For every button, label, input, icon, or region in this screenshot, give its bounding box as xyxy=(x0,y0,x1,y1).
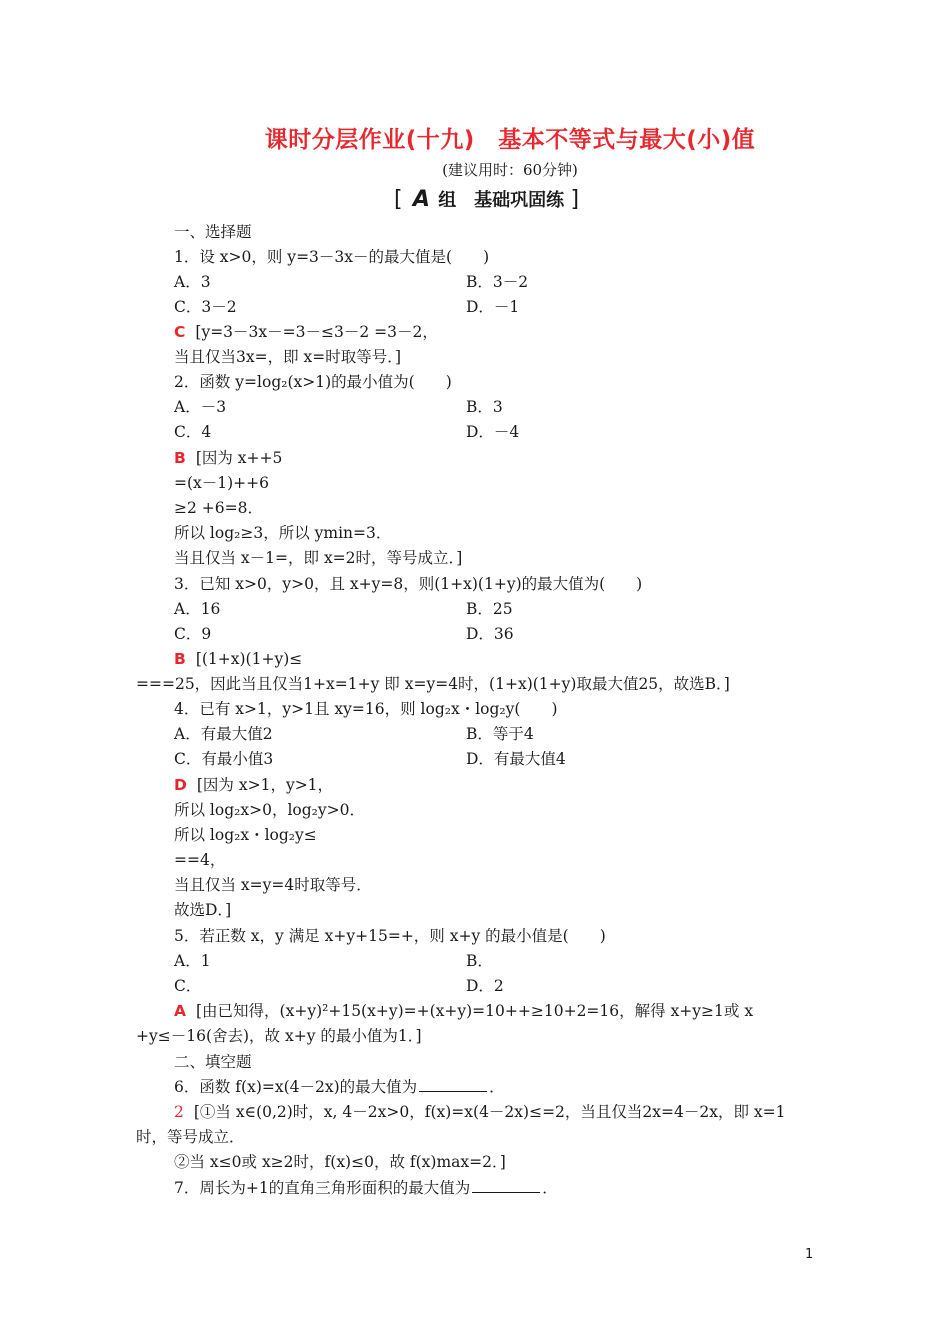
line-text: ===25，因此当且仅当1+x=1+y 即 x=y=4时，(1+x)(1+y)取最大值25，故选B．] xyxy=(136,675,730,693)
text-line xyxy=(174,926,606,946)
option-right: B． xyxy=(466,952,493,970)
group-text: 组 基础巩固练 xyxy=(438,190,565,211)
line-text: [y=3－3x－=3－≤3－2 =3－2， xyxy=(195,323,438,341)
text-line xyxy=(174,523,391,543)
text-line xyxy=(174,347,401,367)
text-line xyxy=(174,222,252,242)
line-text: ≥2 +6=8． xyxy=(174,499,263,517)
line-text: 4．已有 x>1，y>1且 xy=16，则 log₂x・log₂y( ) xyxy=(174,700,558,718)
line-tail: ． xyxy=(489,1078,505,1096)
line-text: [①当 x∈(0,2)时，x, 4－2x>0，f(x)=x(4－2x)≤=2，当且仅当2x=4－2x，即 x=1 xyxy=(193,1103,786,1121)
group-bracket-right: ] xyxy=(570,187,580,212)
line-text: 当且仅当 x=y=4时取等号． xyxy=(174,876,372,894)
line-text: 当且仅当3x=，即 x=时取等号．] xyxy=(174,348,402,366)
option-left: A．3 xyxy=(174,273,211,291)
option-left: A．有最大值2 xyxy=(174,725,273,743)
group-heading xyxy=(394,186,579,212)
option-left: A．1 xyxy=(174,952,211,970)
option-right: D．－1 xyxy=(466,298,520,316)
text-line xyxy=(174,1152,506,1172)
answer-line xyxy=(174,448,282,468)
line-text: 一、选择题 xyxy=(174,223,252,241)
line-text: 3．已知 x>0，y>0，且 x+y=8，则(1+x)(1+y)的最大值为( ) xyxy=(174,575,643,593)
option-left: A．－3 xyxy=(174,398,227,416)
answer-line xyxy=(174,1001,753,1021)
line-text: 二、填空题 xyxy=(174,1053,252,1071)
text-line xyxy=(174,548,462,568)
line-text: 6．函数 f(x)=x(4－2x)的最大值为 xyxy=(174,1078,418,1096)
answer-line xyxy=(174,775,333,795)
line-text: [由已知得，(x+y)²+15(x+y)=+(x+y)=10++≥10+2=16，解得 x+y≥1或 x xyxy=(196,1002,754,1020)
line-text: [因为 x>1，y>1， xyxy=(196,776,334,794)
option-right: D．－4 xyxy=(466,423,520,441)
line-text: [(1+x)(1+y)≤ xyxy=(195,650,303,668)
line-text: 1．设 x>0，则 y=3－3x－的最大值是( ) xyxy=(174,248,490,266)
line-text: 7．周长为+1的直角三角形面积的最大值为 xyxy=(174,1179,471,1197)
text-line xyxy=(174,574,642,594)
answer-letter: B xyxy=(174,650,186,668)
text-line xyxy=(174,825,317,845)
text-line xyxy=(174,372,452,392)
line-text: 2．函数 y=log₂(x>1)的最小值为( ) xyxy=(174,373,452,391)
page-number: 1 xyxy=(805,1247,814,1262)
group-bracket-left: [ xyxy=(394,187,403,212)
line-text: +y≤－16(舍去)，故 x+y 的最小值为1．] xyxy=(136,1027,422,1045)
option-right: B．3－2 xyxy=(466,273,529,291)
answer-line xyxy=(174,1102,786,1122)
text-line xyxy=(174,900,231,920)
answer-line xyxy=(174,649,302,669)
line-tail: ． xyxy=(542,1179,558,1197)
text-line xyxy=(174,850,225,870)
line-text: 故选D．] xyxy=(174,901,232,919)
option-right: D．有最大值4 xyxy=(466,750,566,768)
text-line xyxy=(174,1178,558,1198)
text-line xyxy=(136,1127,245,1147)
text-line xyxy=(136,674,730,694)
text-line xyxy=(174,247,489,267)
answer-line xyxy=(174,322,438,342)
option-left: C．9 xyxy=(174,625,212,643)
answer-blank[interactable] xyxy=(419,1077,487,1092)
line-text: 当且仅当 x－1=，即 x=2时，等号成立．] xyxy=(174,549,463,567)
group-letter: A xyxy=(412,187,430,212)
line-text: 5．若正数 x，y 满足 x+y+15=+，则 x+y 的最小值是( ) xyxy=(174,927,606,945)
option-right: D．2 xyxy=(466,977,504,995)
text-line xyxy=(136,1026,422,1046)
line-text: 时，等号成立． xyxy=(136,1128,245,1146)
page-title: 课时分层作业(十九) 基本不等式与最大(小)值 xyxy=(264,127,756,153)
answer-letter: D xyxy=(174,776,187,794)
text-line xyxy=(174,875,372,895)
option-left: C．有最小值3 xyxy=(174,750,274,768)
option-right: B．25 xyxy=(466,600,513,618)
answer-letter: B xyxy=(174,449,186,467)
line-text: 所以 log₂x・log₂y≤ xyxy=(174,826,317,844)
page-subtitle: (建议用时：60分钟) xyxy=(442,161,578,179)
line-text: 所以 log₂x>0，log₂y>0． xyxy=(174,801,365,819)
text-line xyxy=(174,498,263,518)
option-right: B．3 xyxy=(466,398,503,416)
answer-value: 2 xyxy=(174,1103,184,1121)
text-line xyxy=(174,1052,252,1072)
line-text: 所以 log₂≥3，所以 ymin=3． xyxy=(174,524,392,542)
answer-blank[interactable] xyxy=(472,1178,540,1193)
option-right: D．36 xyxy=(466,625,514,643)
text-line xyxy=(174,800,365,820)
option-right: B．等于4 xyxy=(466,725,534,743)
line-text: =(x－1)++6 xyxy=(174,474,270,492)
option-left: A．16 xyxy=(174,600,221,618)
text-line xyxy=(174,1077,505,1097)
option-left: C．3－2 xyxy=(174,298,237,316)
option-left: C． xyxy=(174,977,202,995)
option-left: C．4 xyxy=(174,423,212,441)
line-text: [因为 x++5 xyxy=(195,449,283,467)
line-text: ②当 x≤0或 x≥2时，f(x)≤0，故 f(x)max=2．] xyxy=(174,1153,506,1171)
text-line xyxy=(174,699,558,719)
line-text: ==4， xyxy=(174,851,226,869)
answer-letter: C xyxy=(174,323,186,341)
text-line xyxy=(174,473,269,493)
answer-letter: A xyxy=(174,1002,186,1020)
